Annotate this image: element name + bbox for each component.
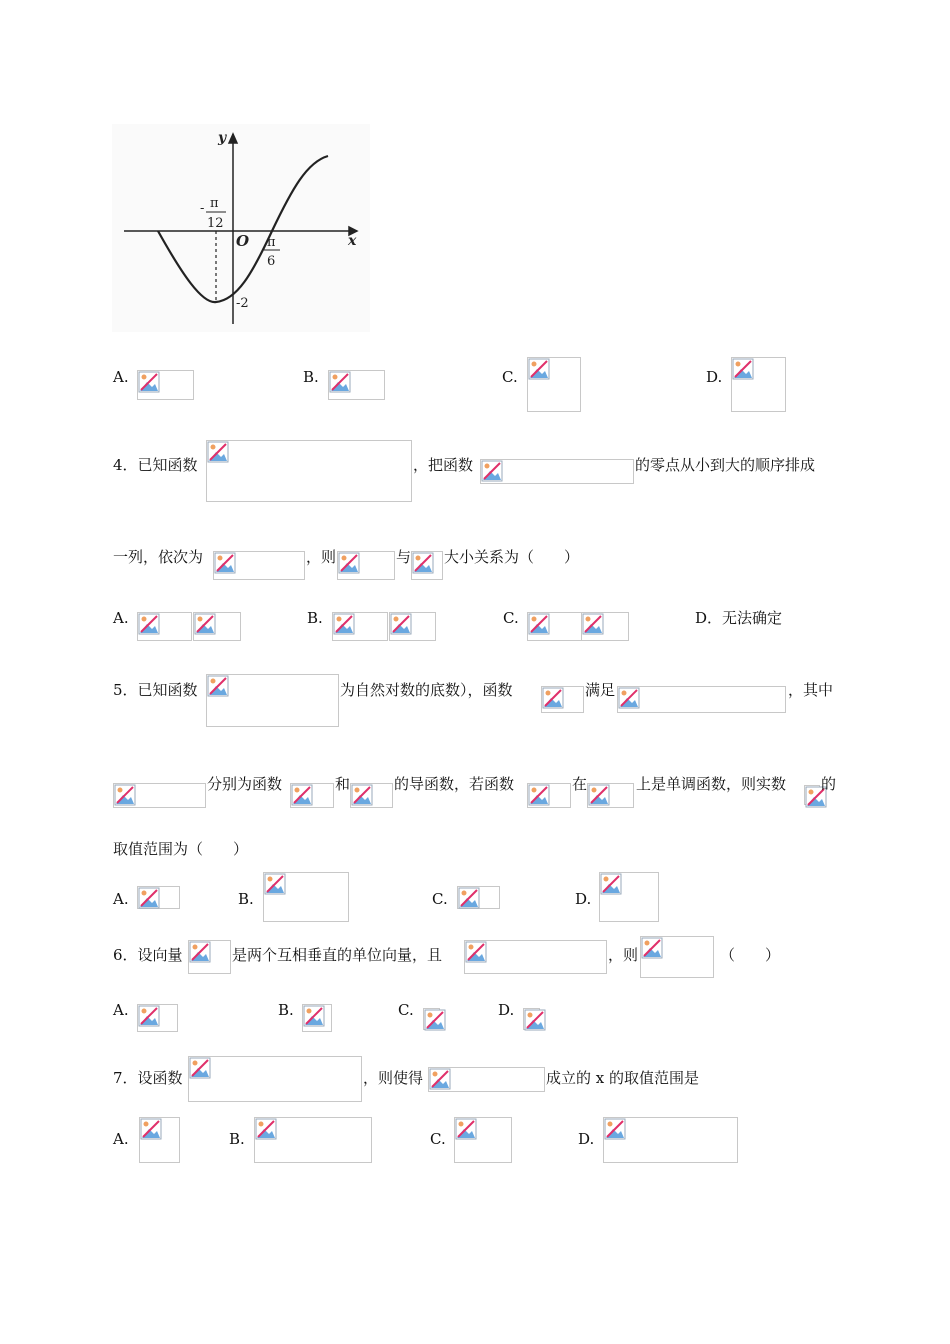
q4-expr1-image	[337, 551, 395, 580]
q6-option-b-image	[302, 1004, 332, 1032]
broken-image-icon	[214, 552, 236, 574]
broken-image-icon	[189, 1057, 211, 1079]
origin-label: O	[236, 232, 250, 250]
q5-text-2: 为自然对数的底数），函数	[340, 681, 513, 699]
broken-image-icon	[618, 687, 640, 709]
broken-image-icon	[255, 1118, 277, 1140]
q4-text-2: ，把函数	[413, 456, 474, 474]
q5-hx-image	[527, 783, 571, 808]
q5-text-4: ，其中	[788, 681, 834, 699]
broken-image-icon	[641, 937, 663, 959]
q7-text-2: ，则使得	[363, 1069, 424, 1087]
q5-text-5: 分别为函数	[207, 775, 283, 793]
q5-option-a: A.	[113, 890, 129, 908]
broken-image-icon	[528, 358, 550, 380]
q4-text-5: ，则	[306, 548, 337, 566]
broken-image-icon	[138, 887, 160, 909]
neg-tick-den: 12	[207, 216, 224, 231]
pos-tick-num: π	[267, 235, 276, 250]
broken-image-icon	[528, 784, 550, 806]
broken-image-icon	[600, 873, 622, 895]
q5-function-image	[206, 674, 339, 727]
q7-option-d-image	[603, 1117, 738, 1163]
broken-image-icon	[390, 613, 412, 635]
broken-image-icon	[528, 613, 550, 635]
q7-text-1: 7．设函数	[113, 1069, 183, 1087]
x-axis-label: x	[348, 233, 357, 249]
q7-text-3: 成立的 x 的取值范围是	[546, 1069, 699, 1087]
min-label: -2	[236, 296, 249, 311]
q5-gx-image	[541, 686, 584, 713]
q4-option-c-image-1	[527, 612, 582, 641]
q5-a-image	[804, 785, 820, 805]
q5-text-9: 上是单调函数，则实数	[636, 775, 787, 793]
broken-image-icon	[604, 1118, 626, 1140]
q6-option-a-image	[137, 1004, 178, 1032]
q7-option-b-image	[254, 1117, 372, 1163]
broken-image-icon	[429, 1068, 451, 1090]
q5-text-6: 和	[335, 775, 351, 793]
q5-equation-image	[617, 686, 786, 713]
q4-option-c-image-2	[581, 612, 629, 641]
broken-image-icon	[189, 941, 211, 963]
q5-gx2-image	[350, 783, 393, 808]
q6-result-image	[640, 936, 714, 978]
q3-option-a: A.	[113, 368, 129, 386]
q4-text-3: 的零点从小到大的顺序排成	[635, 456, 816, 474]
q5-text-11: 取值范围为（ ）	[113, 840, 249, 858]
q7-option-a: A.	[113, 1130, 129, 1148]
q6-option-c: C.	[398, 1001, 414, 1019]
y-axis-label: y	[218, 130, 227, 146]
q6-option-d: D.	[498, 1001, 515, 1019]
q4-function2-image	[480, 459, 634, 484]
q7-option-c: C.	[430, 1130, 446, 1148]
q4-text-4: 一列，依次为	[113, 548, 204, 566]
broken-image-icon	[138, 1005, 160, 1027]
q4-option-a-image-2	[193, 612, 241, 641]
q6-text-1: 6．设向量	[113, 946, 183, 964]
q4-option-a-image-1	[137, 612, 192, 641]
q5-option-d: D.	[575, 890, 592, 908]
q4-option-d: D．无法确定	[695, 609, 783, 627]
broken-image-icon	[455, 1118, 477, 1140]
q4-option-a: A.	[113, 609, 129, 627]
broken-image-icon	[582, 613, 604, 635]
q6-option-d-image	[523, 1008, 540, 1030]
q3-option-a-image	[137, 370, 194, 400]
q5-option-a-image	[137, 886, 180, 909]
q5-fx-image	[290, 783, 334, 808]
broken-image-icon	[542, 687, 564, 709]
q7-function-image	[188, 1056, 362, 1102]
broken-image-icon	[424, 1009, 446, 1031]
q4-text-6: 与	[396, 548, 412, 566]
broken-image-icon	[412, 552, 434, 574]
q6-text-2: 是两个互相垂直的单位向量，且	[232, 946, 443, 964]
q6-vectors-image	[188, 940, 231, 974]
q3-option-d-image	[731, 357, 786, 412]
q7-option-a-image	[139, 1117, 180, 1163]
broken-image-icon	[303, 1005, 325, 1027]
broken-image-icon	[138, 613, 160, 635]
q4-text-7: 大小关系为（ ）	[444, 548, 580, 566]
broken-image-icon	[207, 675, 229, 697]
broken-image-icon	[732, 358, 754, 380]
q6-text-3: ，则	[608, 946, 639, 964]
q5-option-b: B.	[238, 890, 254, 908]
neg-tick-sign: -	[200, 201, 205, 216]
broken-image-icon	[588, 784, 610, 806]
pos-tick-den: 6	[267, 254, 276, 269]
q5-option-d-image	[599, 872, 659, 922]
q6-option-b: B.	[278, 1001, 294, 1019]
q5-text-1: 5．已知函数	[113, 681, 198, 699]
q4-option-b-image-1	[332, 612, 388, 641]
q7-option-d: D.	[578, 1130, 595, 1148]
q4-expr2-image	[411, 551, 443, 580]
q7-option-c-image	[454, 1117, 512, 1163]
q6-text-4: （ ）	[720, 946, 781, 964]
q4-option-b: B.	[307, 609, 323, 627]
q5-option-c-image	[457, 886, 500, 909]
broken-image-icon	[458, 887, 480, 909]
q5-text-7: 的导函数，若函数	[394, 775, 515, 793]
q3-option-c-image	[527, 357, 581, 412]
q5-text-8: 在	[572, 775, 588, 793]
q5-option-b-image	[263, 872, 349, 922]
q6-option-a: A.	[113, 1001, 129, 1019]
broken-image-icon	[291, 784, 313, 806]
q7-option-b: B.	[229, 1130, 245, 1148]
q4-option-b-image-2	[389, 612, 436, 641]
broken-image-icon	[333, 613, 355, 635]
broken-image-icon	[264, 873, 286, 895]
q5-interval-image	[587, 783, 634, 808]
q5-text-3: 满足	[585, 681, 616, 699]
q5-option-c: C.	[432, 890, 448, 908]
q6-option-c-image	[423, 1008, 440, 1030]
broken-image-icon	[481, 460, 503, 482]
broken-image-icon	[465, 941, 487, 963]
broken-image-icon	[338, 552, 360, 574]
q4-option-c: C.	[503, 609, 519, 627]
function-graph	[112, 124, 370, 332]
q6-condition-image	[464, 940, 607, 974]
broken-image-icon	[140, 1118, 162, 1140]
q5-derivatives-image	[113, 783, 206, 808]
q4-function-image	[206, 440, 412, 502]
broken-image-icon	[114, 784, 136, 806]
broken-image-icon	[194, 613, 216, 635]
q7-inequality-image	[428, 1067, 545, 1092]
broken-image-icon	[207, 441, 229, 463]
q5-text-10: 的	[821, 775, 837, 793]
q3-option-b: B.	[303, 368, 319, 386]
neg-tick-num: π	[210, 196, 219, 211]
q3-option-c: C.	[502, 368, 518, 386]
q3-option-b-image	[328, 370, 385, 400]
q4-text-1: 4．已知函数	[113, 456, 198, 474]
broken-image-icon	[351, 784, 373, 806]
broken-image-icon	[138, 371, 160, 393]
broken-image-icon	[329, 371, 351, 393]
q3-option-d: D.	[706, 368, 723, 386]
q4-sequence-image	[213, 551, 305, 580]
broken-image-icon	[524, 1009, 546, 1031]
